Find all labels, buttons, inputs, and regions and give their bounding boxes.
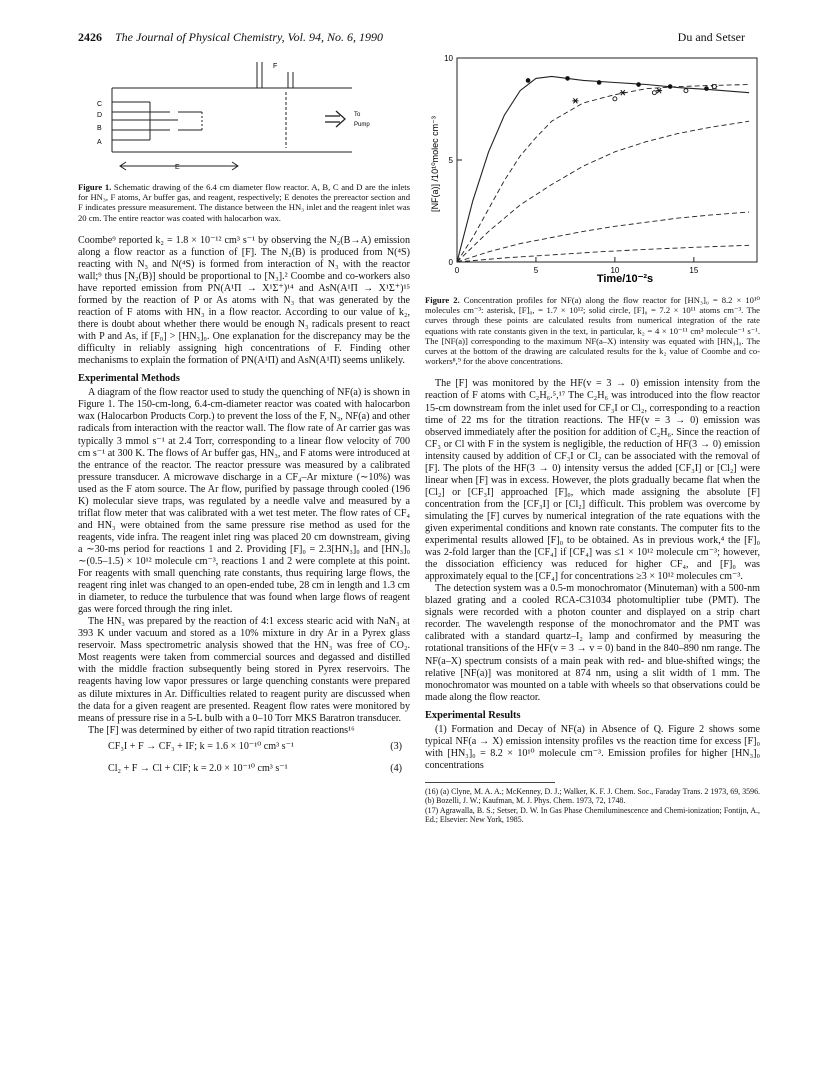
reference-16: (16) (a) Clyne, M. A. A.; McKenney, D. J.; Walker, K. F. J. Chem. Soc., Faraday Trans. 2 1973, 69, 3596. (b) Bozelli, J. W.; Kaufman, M. J. Phys. Chem. 1973, 72, 1748. [425, 786, 760, 806]
equation-3 [78, 737, 410, 759]
data-point-solid-circle [668, 84, 673, 89]
data-point-open-circle [712, 85, 716, 89]
figure-2-caption-text: Concentration profiles for NF(a) along the flow reactor for [HN₃]₀ = 8.2 × 10¹⁰ molecules cm⁻³: asterisk, [F]₀, = 1.7 × 10¹²; solid circle, [F]₀ = 7.2 × 10¹¹ atoms cm⁻³. The curves through these points are calculated results from numerical integration of the rate equations with rate constants given in the text, in particular, k₂ = 4 × 10⁻¹¹ cm³ molecule⁻¹ s⁻¹. The [NF(a)] corresponding to the maximum NF(a–X) intensity was equated with [HN₃]₀. The curves at the bottom of the drawing are calculated results for the k₂ value of Coombe and co-workers⁸,⁹ for the above concentrations. [425, 295, 761, 367]
calculated-curve-4 [457, 76, 749, 262]
calculated-curve-5 [457, 85, 749, 263]
equation-4 [78, 759, 410, 781]
figure-2-caption [425, 295, 760, 366]
running-header [78, 30, 383, 45]
y-tick-label: 5 [448, 156, 453, 165]
left-column [78, 182, 410, 781]
page-number: 2426 [78, 30, 102, 44]
figure-2-caption-label: Figure 2. [425, 295, 460, 305]
heading-experimental-results: Experimental Results [425, 709, 521, 721]
data-point-solid-circle [526, 78, 531, 83]
right-column [425, 295, 760, 825]
paragraph-results-1: (1) Formation and Decay of NF(a) in Absence of Q. Figure 2 shows some typical NF(a → X) emission intensity profiles vs the reaction time for excess [F]₀ with [HN₃]₀ = 8.2 × 10¹⁰ molecule cm⁻³. Emission profiles for higher [HN₃]₀ concentrations [425, 723, 760, 771]
data-point-asterisk [572, 98, 578, 103]
x-tick-label: 0 [454, 266, 460, 275]
paragraph-methods-1: A diagram of the flow reactor used to study the quenching of NF(a) is shown in Figure 1. The 150-cm-long, 6.4-cm-diameter reactor was coated with halocarbon wax (Halocarbon Products Corp.) to prevent the loss of the F, N₃, NF(a) and other radicals from interaction with the reactor wall. The flow rate of Ar carrier gas was typically 3 mmol s⁻¹ at 2.4 Torr, corresponding to a linear flow velocity of 700 cm s⁻¹ at 300 K. The flows of Ar buffer gas, HN₃, and F atoms were introduced at the entrance of the reactor. The reactor pressure was measured by a calibrated pressure transducer. A microwave discharge in a CF₄–Ar mixture (∼10%) was used as the F atom source. The Ar flow, purified by passage through cooled (196 K) molecular sieve traps, was regulated by a needle valve and measured by a triflat flow meter that was calibrated with a wet test meter. The flow rates of CF₄ and HN₃ were obtained from the same pressure rise method as used for the reagents, vide infra. The reagent inlet ring was placed 20 cm downstream, giving a ∼30-ms period for reactions 1 and 2. Providing [F]₀ = 2.3[HN₃]₀ and [HN₃]₀ ∼(0.5–1.5) × 10¹² molecule cm⁻³, reactions 1 and 2 were complete at this point. For reagents with small quenching rate constants, thus requiring large flows, the reagent ring inlet was changed to an open-ended tube, 28 cm in length and 1.3 cm in diameter, to reduce the turbulence that was found when large flows of reagent gas were forced through the ring inlet. [78, 387, 410, 616]
equation-4-text: Cl₂ + F → Cl + ClF; k = 2.0 × 10⁻¹⁰ cm³ s⁻¹ [108, 762, 288, 774]
data-point-solid-circle [636, 82, 641, 87]
figure-1-caption-text: Schematic drawing of the 6.4 cm diameter flow reactor. A, B, C and D are the inlets for HN₃, F atoms, Ar buffer gas, and reagent, respectively; E denotes the prereactor section and F indicates pressure measurement. The distance between the HN₃ inlet and the reagent inlet was 20 cm. The entire reactor was coated with halocarbon wax. [78, 182, 411, 223]
paragraph-detection-system: The detection system was a 0.5-m monochromator (Minuteman) with a 500-nm blazed grating and a cooled RCA-C31034 photomultiplier tube (PMT). The signals were recorded with a photon counter and displayed on a strip chart recorder. The wavelength response of the monochromator and the PMT was calibrated with a standard quartz–I₂ lamp and confirmed by measuring the rotational transitions of the HF(v = 3 → v = 0) band in the 840–890 nm range. The NF(a–X) spectrum consists of a main peak with red- and blue-shifted wings; the relative [NF(a)] was monitored at 874 nm, using a slit width of 1 mm. The monochromator was mounted on a table with wheels so that observations could be made along the flow reactor. [425, 583, 760, 703]
inlet-label-c: C [97, 101, 103, 108]
figure-1-reactor-diagram [90, 54, 390, 178]
paragraph-methods-2: The HN₃ was prepared by the reaction of 4:1 excess stearic acid with NaN₃ at 393 K under vacuum and stored as a 10% mixture in dry Ar in a Pyrex glass reservoir. Mass spectrometric analysis showed that the HN₃ was free of CO₂. Most reagents were taken from commercial sources and degassed and distilled with the middle fraction subsequently being stored in Pyrex reservoirs. The reagents having low vapor pressures or large quenching constants were prepared as dilute mixtures in Ar. Difficulties related to reagent purity are discussed when the data for a given reagent are presented. Reagent flow rates were monitored by means of pressure rise in a 5-L bulb with a 0–10 Torr MKS Baratron transducer. [78, 616, 410, 724]
equation-4-number: (4) [390, 762, 402, 774]
x-tick-label: 10 [610, 266, 620, 275]
paragraph-coombe: Coombe⁹ reported k₂ = 1.8 × 10⁻¹² cm³ s⁻¹ by observing the N₂(B→A) emission along a flow reactor as a function of [F]. The N₂(B) is produced from N(⁴S) reacting with N₃ and N(⁴S) is formed from interaction of N₃ with the reactor wall;⁹ thus [N₂(B)] should be proportional to [N₃].² Coombe and co-workers also have reported emission from PN(A¹Π → X¹Σ⁺)¹⁴ and AsN(A¹Π → X¹Σ⁺)¹⁵ formed by the reaction of P or As atoms with N₃ that was generated by the reaction of F atoms with HN₃ in a flow reactor. According to our value of k₂, there is doubt about whether there would be enough N₃ radicals present to react with P and As, if [F₀] > [HN₃]₀. One explanation for the discrepancy may be the difficulty in reliably assigning high concentrations of F. Finding other mechanisms to explain the formation of PN(A¹Π) and AsN(A¹Π) seems unlikely. [78, 234, 410, 367]
plot-frame [457, 58, 757, 262]
calculated-curve-8 [457, 245, 749, 262]
figure-1-caption [78, 182, 410, 223]
section-label-e: E [175, 164, 180, 171]
data-point-asterisk [620, 90, 626, 95]
x-tick-label: 5 [533, 266, 539, 275]
reference-17: (17) Agrawalla, B. S.; Setser, D. W. In Gas Phase Chemiluminescence and Chemi-ionization; Fontijn, A., Ed.; Elsevier: New York, 1985. [425, 805, 760, 825]
y-axis-label: [NF(a)] /10¹⁰molec cm⁻³ [430, 116, 440, 212]
equation-3-number: (3) [390, 740, 402, 752]
inlet-label-a: A [97, 139, 102, 146]
data-point-solid-circle [597, 80, 602, 85]
data-point-open-circle [684, 89, 688, 93]
running-header-authors: Du and Setser [677, 30, 745, 44]
port-label-f: F [273, 63, 278, 70]
x-axis-label: Time/10⁻²s [596, 273, 654, 285]
data-point-solid-circle [565, 76, 570, 81]
to-pump-label: To [354, 112, 361, 118]
journal-citation: The Journal of Physical Chemistry, Vol. 94, No. 6, 1990 [115, 30, 383, 44]
y-tick-label: 0 [448, 258, 453, 267]
figure-1-caption-label: Figure 1. [78, 182, 112, 192]
data-point-open-circle [613, 97, 617, 101]
equation-3-text: CF₃I + F → CF₃ + IF; k = 1.6 × 10⁻¹⁰ cm³ s⁻¹ [108, 740, 294, 752]
data-point-solid-circle [704, 86, 709, 91]
paragraph-f-monitoring: The [F] was monitored by the HF(v = 3 → 0) emission intensity from the reaction of F atoms with C₂H₆.⁵,¹⁷ The C₂H₆ was introduced into the flow reactor 15-cm downstream from the inlet used for CF₃I or Cl₂, corresponding to a reaction time of 22 ms for the titration reactions. The HF(v = 3 → 0) emission was observed immediately after the position for addition of C₂H₆. Since the reaction of CF₃ or Cl with F in the system is negligible, the reduction of HF(3 → 0) emission intensity caused by addition of CF₃I or Cl₂ can be associated with the removal of [F]. The plots of the HF(3 → 0) intensity versus the added [CF₃I] or [Cl₂] were linear when [F] was in excess. However, the plots gradually became flat when the [Cl₂] or [CF₃I] approached [F]₀, which made assigning the absolute [F] concentration from the [CF₃I] or [Cl₂] difficult. This problem was overcome by simulating the [F] curves by numerical integration of the rate equations with the given experimental conditions and known rate constants. The computer fits to the experimental results allowed [F]₀ to be obtained. As in previous work,⁴ the [F]₀ was 2-fold larger than the [CF₄] if [CF₄] was ≤1 × 10¹² molecule cm⁻³; however, the dissociation efficiency was reduced for higher CF₄, and [F]₀ was approximately equal to the [CF₄] for concentrations ≥3 × 10¹² molecules cm⁻³. [425, 378, 760, 583]
data-point-open-circle [652, 91, 656, 95]
calculated-curve-6 [457, 121, 749, 262]
pump-label: Pump [354, 122, 370, 128]
paragraph-methods-3: The [F] was determined by either of two rapid titration reactions¹⁶ [88, 724, 355, 736]
figure-2-chart [425, 50, 765, 288]
y-tick-label: 10 [444, 54, 453, 63]
footnote-rule [425, 782, 555, 783]
data-point-asterisk [656, 88, 662, 93]
calculated-curve-7 [457, 212, 749, 262]
inlet-label-d: D [97, 112, 103, 119]
x-tick-label: 15 [689, 266, 699, 275]
heading-experimental-methods: Experimental Methods [78, 373, 180, 385]
inlet-label-b: B [97, 125, 102, 132]
